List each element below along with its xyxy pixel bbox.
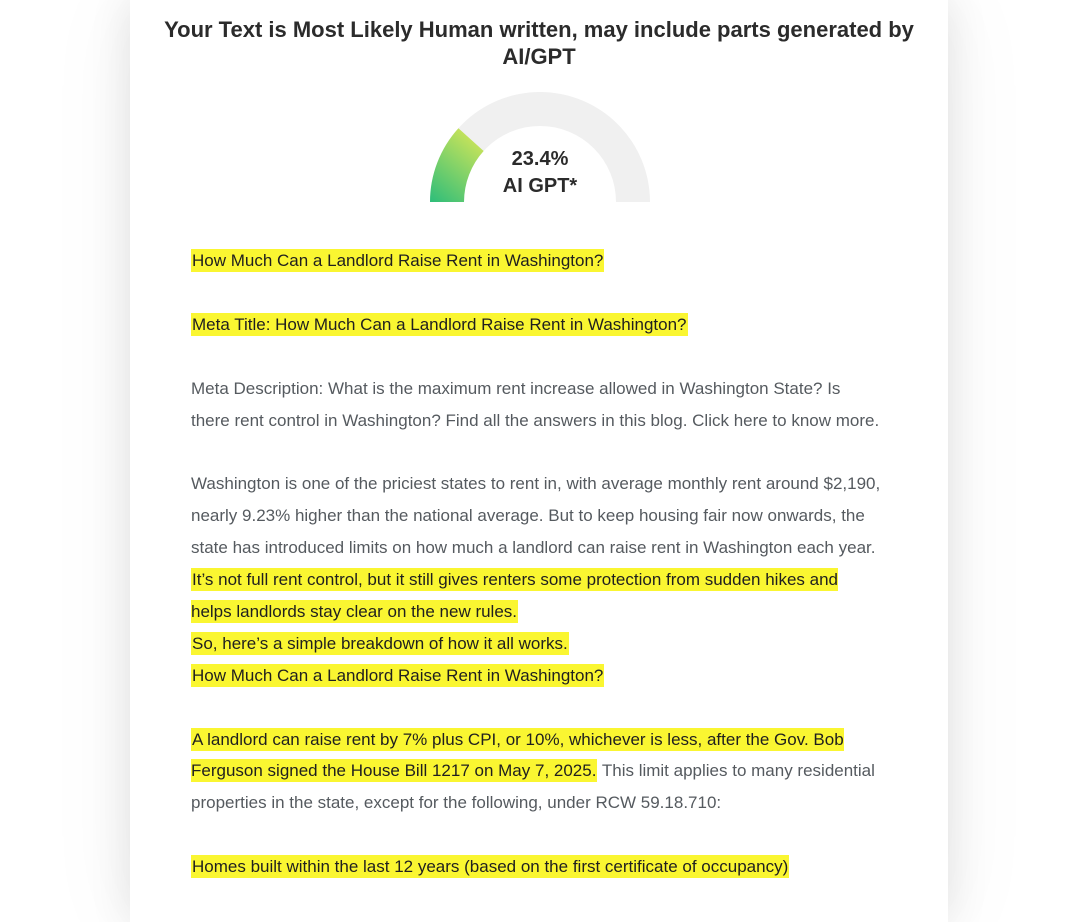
highlighted-text: Meta Title: How Much Can a Landlord Raise Rent in Washington? (192, 314, 687, 334)
highlighted-text: How Much Can a Landlord Raise Rent in Washington? (192, 251, 604, 270)
result-title: Your Text is Most Likely Human written, may include parts generated by AI/GPT (164, 17, 914, 69)
highlighted-text: So, here’s a simple breakdown of how it all works. (192, 633, 568, 653)
ai-score-gauge (429, 90, 651, 202)
highlighted-text: Homes built within the last 12 years (based on the first certificate of occupancy) (192, 857, 789, 877)
highlighted-text: It’s not full rent control, but it still gives renters some protection from sudden hikes and helps landlords stay clear on the new rules. (191, 570, 838, 621)
text-paragraph (191, 660, 881, 692)
text-paragraph (191, 851, 881, 883)
plain-text: This limit applies to many residential properties in the state, except for the following, under RCW 59.18.710: (191, 761, 875, 813)
highlighted-text: A landlord can raise rent by 7% plus CPI, or 10%, whichever is less, after the Gov. Bob Ferguson signed the House Bill 1217 on May 7, 2025. (191, 729, 844, 781)
result-card (130, 0, 948, 922)
highlighted-text: How Much Can a Landlord Raise Rent in Washington? (192, 665, 604, 685)
text-paragraph (191, 468, 881, 628)
text-paragraph (191, 309, 881, 341)
gauge-percentage: 23.4% (511, 148, 569, 170)
text-paragraph (191, 245, 881, 277)
analyzed-text (191, 245, 881, 915)
gauge-label: AI GPT* (502, 175, 578, 197)
text-paragraph: Meta Description: What is the maximum rent increase allowed in Washington State? Is there rent control in Washington? Find all the answers in this blog. Click here to know more. (191, 378, 880, 430)
text-paragraph (191, 628, 881, 660)
text-paragraph (191, 724, 881, 820)
plain-text: Washington is one of the priciest states to rent in, with average monthly rent around $2,190, nearly 9.23% higher than the national average. But to keep housing fair now onwards, the state has introduced limits on how much a landlord can raise rent in Washington each year. (191, 474, 881, 558)
